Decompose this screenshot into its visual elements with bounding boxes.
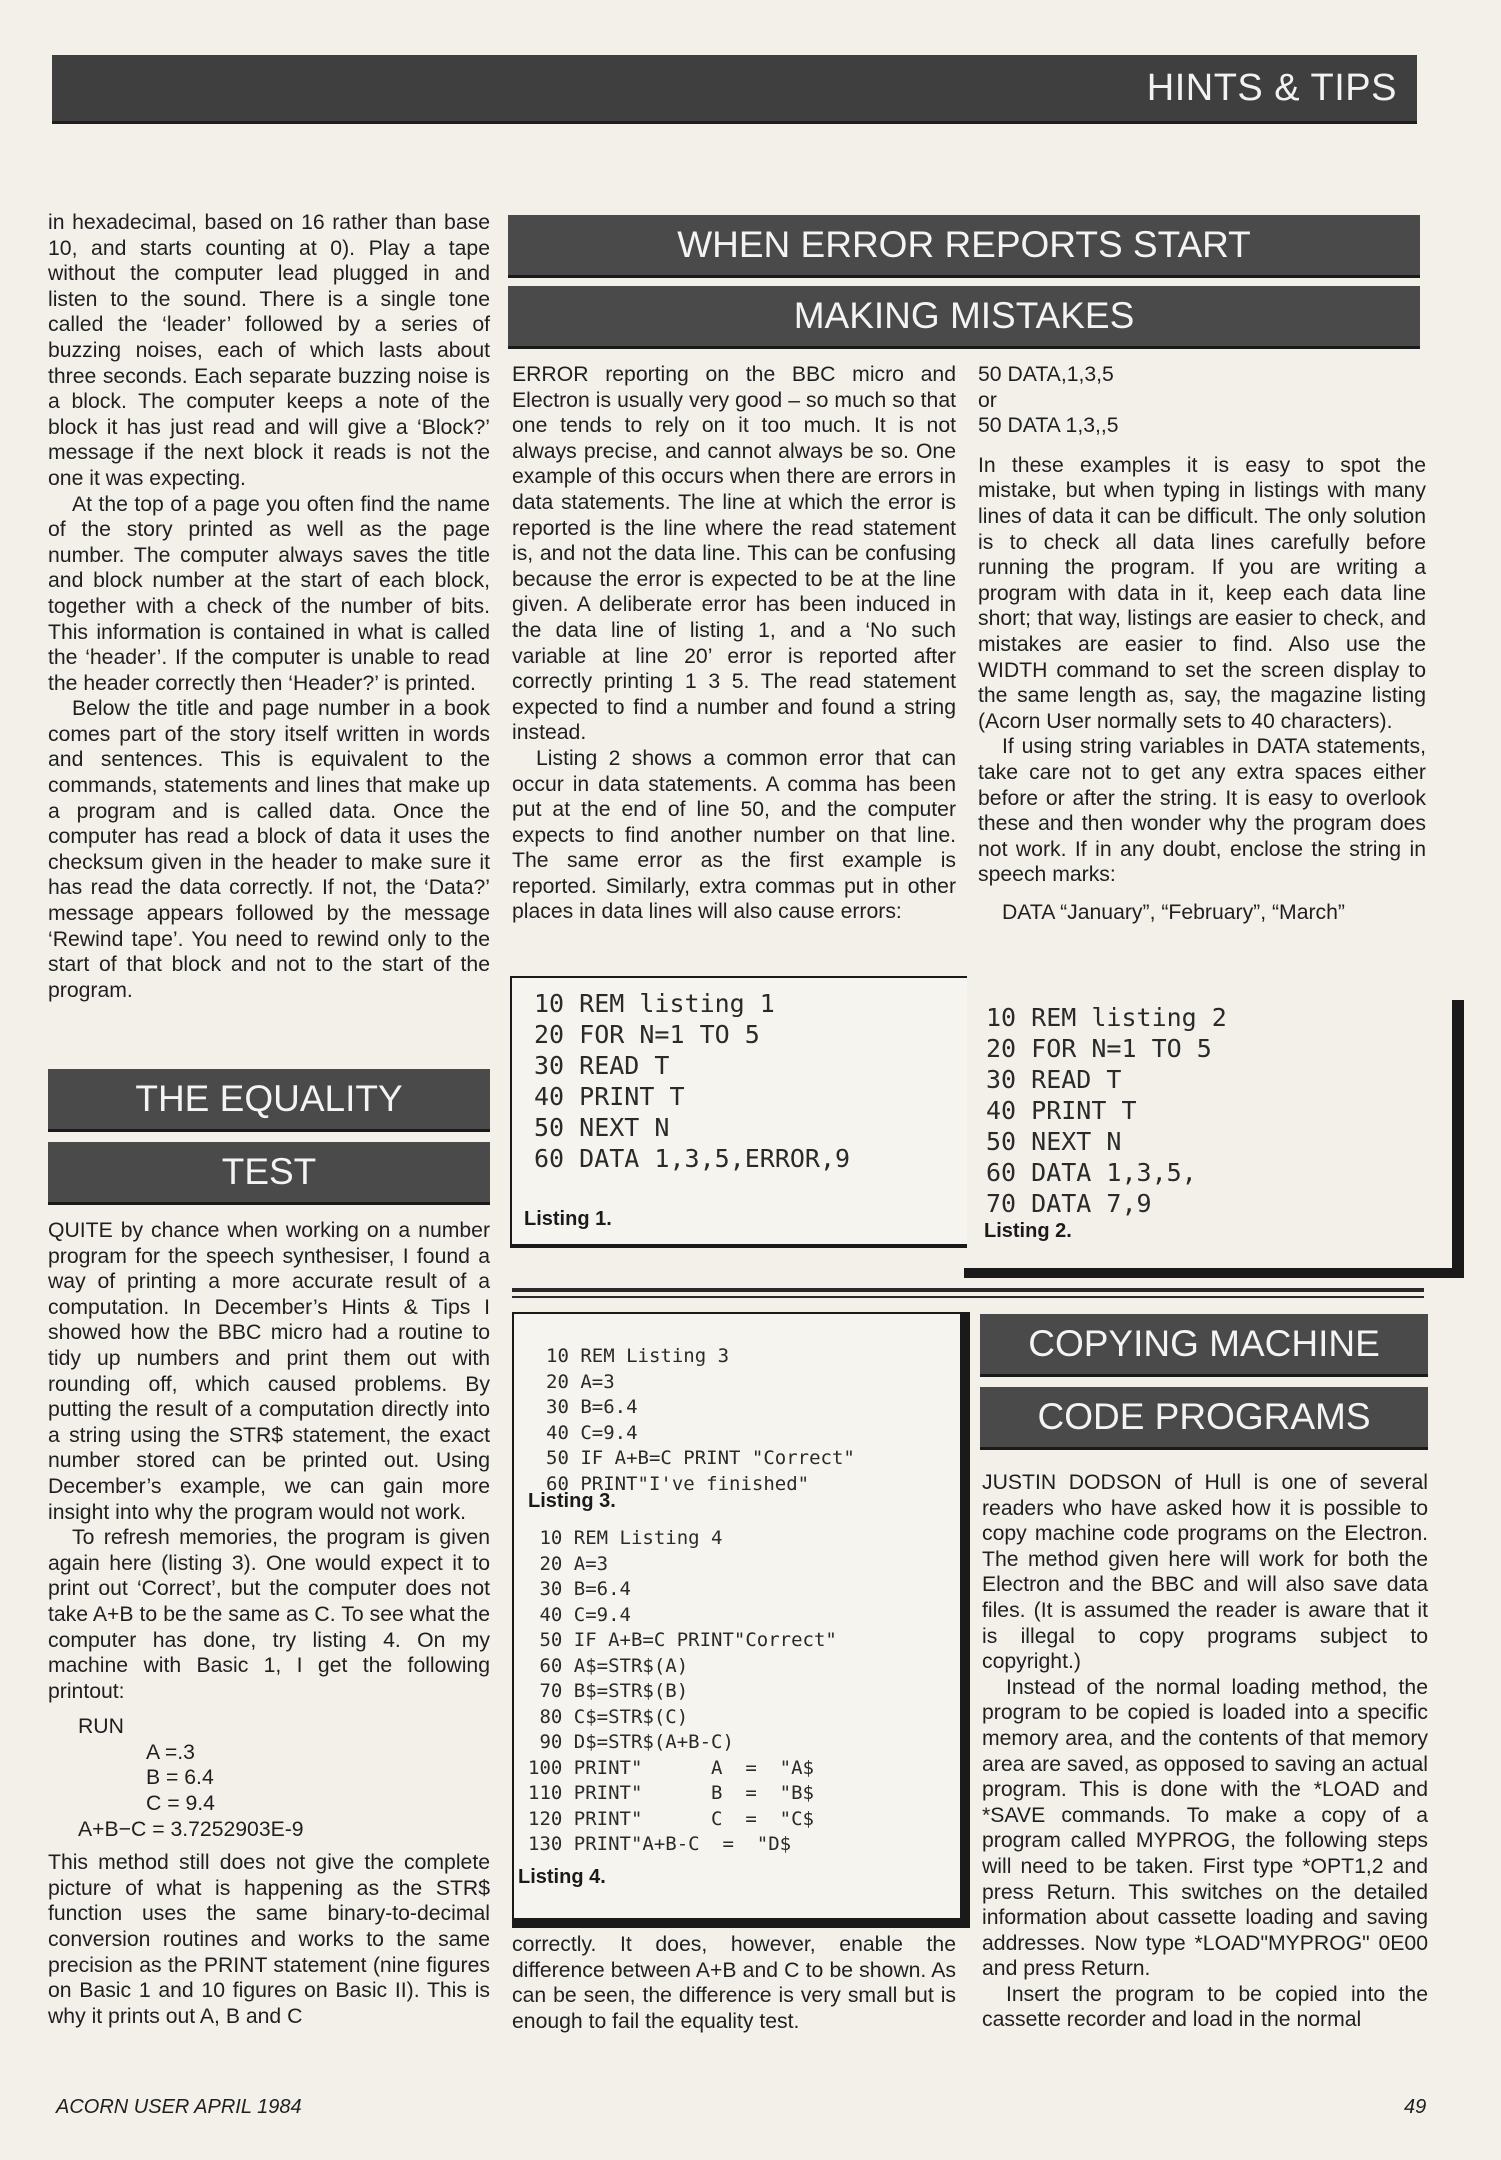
heading-equality-line2: TEST bbox=[48, 1142, 490, 1205]
paragraph: QUITE by chance when working on a number program for the speech synthesiser, I found a way of printing a more accurate result of a computation. In December’s Hints & Tips I showed how the BBC micro had a routine to tidy up numbers and print them out with rounding off, which caused problems. By putting the result of a computation directly into a string using the STR$ statement, the exact number stored can be printed out. Using December’s example, we can gain more insight into why the program would not work. bbox=[48, 1219, 490, 1524]
code-line: 50 IF A+B=C PRINT "Correct" bbox=[546, 1447, 855, 1469]
code-line: 10 REM listing 1 bbox=[534, 989, 775, 1018]
code-line: 50 NEXT N bbox=[534, 1113, 670, 1142]
code-line: 50 IF A+B=C PRINT"Correct" bbox=[528, 1629, 837, 1651]
listing-3-4-box bbox=[512, 1312, 970, 1928]
divider-rule bbox=[512, 1288, 1424, 1292]
run-line: A+B−C = 3.7252903E-9 bbox=[78, 1817, 304, 1841]
paragraph: Insert the program to be copied into the cassette recorder and load in the normal bbox=[982, 1982, 1428, 2032]
column-right-bottom bbox=[982, 1470, 1428, 2033]
code-line: 80 C$=STR$(C) bbox=[528, 1705, 689, 1728]
paragraph: If using string variables in DATA statements, take care not to get any extra spaces either before or after the string. It is easy to overlook these and then wonder why the program does not work. If in any doubt, enclose the string in speech marks: bbox=[978, 735, 1426, 887]
code-line: 120 PRINT" C = "C$ bbox=[528, 1807, 814, 1830]
code-line: 10 REM Listing 4 bbox=[528, 1527, 723, 1549]
code-line: 30 B=6.4 bbox=[528, 1578, 631, 1600]
code-line: 20 FOR N=1 TO 5 bbox=[534, 1020, 760, 1049]
paragraph: Below the title and page number in a book comes part of the story itself written in words and sentences. This is equivalent to the commands, statements and lines that make up a program and is called data. Once the computer has read a block of data it uses the checksum given in the header to make sure it has read the data correctly. If not, the ‘Data?’ message appears followed by the message ‘Rewind tape’. You need to rewind only to the start of that block and not to the start of the program. bbox=[48, 697, 490, 1002]
paragraph: In these examples it is easy to spot the mistake, but when typing in listings with many lines of data it can be difficult. The only solution is to check all data lines carefully before running the program. If you are writing a program with data in it, keep each data line short; that way, listings are easier to check, and mistakes are easier to find. Also use the WIDTH command to set the screen display to the same length as, say, the magazine listing (Acorn User normally sets to 40 characters). bbox=[978, 453, 1426, 733]
column-left-top bbox=[48, 210, 490, 1003]
code-line: 50 NEXT N bbox=[986, 1127, 1122, 1156]
column-left-bottom bbox=[48, 1218, 490, 2029]
paragraph: JUSTIN DODSON of Hull is one of several readers who have asked how it is possible to copy machine code programs on the Electron. The method given here will work for both the Electron and the BBC and will also save data files. (It is assumed the reader is aware that it is illegal to copy programs subject to copyright.) bbox=[982, 1471, 1428, 1674]
code-line: 40 C=9.4 bbox=[546, 1421, 638, 1444]
paragraph: Instead of the normal loading method, the program to be copied is loaded into a specific memory area, and the contents of that memory area are saved, as opposed to saving an actual program. This is done with the *LOAD and *SAVE commands. To make a copy of a program called MYPROG, the following steps will need to be taken. First type *OPT1,2 and press Return. This switches on the detailed information about cassette loading and saving addresses. Now type *LOAD"MYPROG" 0E00 and press Return. bbox=[982, 1675, 1428, 1981]
heading-error-line1: WHEN ERROR REPORTS START bbox=[508, 215, 1420, 278]
code-line: 60 DATA 1,3,5, bbox=[986, 1158, 1197, 1187]
footer-publication: ACORN USER APRIL 1984 bbox=[56, 2096, 302, 2118]
listing-4-code bbox=[528, 1526, 837, 1858]
listing-1-box bbox=[510, 976, 967, 1248]
code-line: 20 A=3 bbox=[528, 1552, 609, 1575]
column-right-top bbox=[978, 362, 1426, 925]
section-banner bbox=[52, 55, 1417, 124]
run-line: A =.3 bbox=[146, 1740, 195, 1764]
footer-page-number: 49 bbox=[1404, 2096, 1427, 2118]
listing-2-box bbox=[964, 1000, 1464, 1278]
code-line: 40 C=9.4 bbox=[528, 1603, 631, 1626]
run-line: B = 6.4 bbox=[146, 1766, 214, 1790]
example-line: 50 DATA,1,3,5 bbox=[978, 363, 1114, 386]
code-line: 10 REM Listing 3 bbox=[546, 1345, 730, 1367]
heading-equality-line1: THE EQUALITY bbox=[48, 1069, 490, 1132]
code-line: 130 PRINT"A+B-C = "D$ bbox=[528, 1833, 792, 1855]
listing-2-caption: Listing 2. bbox=[984, 1220, 1072, 1242]
column-middle-bottom bbox=[512, 1932, 956, 2034]
column-middle-top bbox=[512, 362, 956, 925]
run-line: C = 9.4 bbox=[146, 1792, 215, 1816]
code-line: 70 DATA 7,9 bbox=[986, 1189, 1152, 1218]
code-line: 60 PRINT"I've finished" bbox=[546, 1472, 810, 1495]
listing-1-caption: Listing 1. bbox=[524, 1208, 612, 1230]
paragraph: This method still does not give the complete picture of what is happening as the STR$ function uses the same binary-to-decimal conversion routines and works to the same precision as the PRINT statement (nine figures on Basic 1 and 10 figures on Basic II). This is why it prints out A, B and C bbox=[48, 1851, 490, 2028]
code-line: 40 PRINT T bbox=[986, 1096, 1137, 1125]
heading-error-line2: MAKING MISTAKES bbox=[508, 286, 1420, 349]
code-line: 100 PRINT" A = "A$ bbox=[528, 1756, 814, 1779]
run-output bbox=[48, 1714, 490, 1842]
code-line: 20 FOR N=1 TO 5 bbox=[986, 1034, 1212, 1063]
code-line: 10 REM listing 2 bbox=[986, 1003, 1227, 1032]
code-line: 110 PRINT" B = "B$ bbox=[528, 1782, 814, 1804]
listing-2-code bbox=[986, 1002, 1227, 1219]
code-line: 20 A=3 bbox=[546, 1370, 615, 1393]
code-line: 30 B=6.4 bbox=[546, 1396, 638, 1418]
example-line: or bbox=[978, 388, 997, 412]
paragraph: At the top of a page you often find the name of the story printed as well as the page number. The computer always saves the title and block number at the start of each block, together with a check of the number of bits. This information is contained in what is called the ‘header’. If the computer is unable to read the header correctly then ‘Header?’ is printed. bbox=[48, 492, 490, 695]
run-line: RUN bbox=[78, 1715, 124, 1739]
heading-copying-line2: CODE PROGRAMS bbox=[980, 1387, 1428, 1450]
listing-1-code bbox=[534, 988, 850, 1174]
divider-rule bbox=[512, 1296, 1424, 1298]
heading-copying-line1: COPYING MACHINE bbox=[980, 1314, 1428, 1377]
paragraph: in hexadecimal, based on 16 rather than base 10, and starts counting at 0). Play a tape without the computer lead plugged in and listen to the sound. There is a single tone called the ‘leader’ followed by a series of buzzing noises, each of which lasts about three seconds. Each separate buzzing noise is a block. The computer keeps a note of the block it has just read and will give a ‘Block?’ message if the next block it reads is not the one it was expecting. bbox=[48, 211, 490, 490]
example-line: 50 DATA 1,3,,5 bbox=[978, 414, 1119, 438]
listing-3-code bbox=[546, 1344, 855, 1497]
section-title: HINTS & TIPS bbox=[1146, 67, 1397, 109]
code-line: 40 PRINT T bbox=[534, 1082, 685, 1111]
code-line: 60 DATA 1,3,5,ERROR,9 bbox=[534, 1144, 851, 1173]
example-line: DATA “January”, “February”, “March” bbox=[1002, 900, 1345, 924]
code-line: 90 D$=STR$(A+B-C) bbox=[528, 1731, 734, 1753]
paragraph: Listing 2 shows a common error that can occur in data statements. A comma has been put at the end of line 50, and the computer expects to find another number on that line. The same error as the first example is reported. Similarly, extra commas put in other places in data lines will also cause errors: bbox=[512, 746, 956, 924]
paragraph: ERROR reporting on the BBC micro and Electron is usually very good – so much so that one tends to rely on it too much. It is not always precise, and cannot always be so. One example of this occurs when there are errors in data statements. The line at which the error is reported is the line where the read statement is, and not the data line. This can be confusing because the error is expected to be at the line given. A deliberate error has been induced in the data line of listing 1, and a ‘No such variable at line 20’ error is reported after correctly printing 1 3 5. The read statement expected to find a number and found a string instead. bbox=[512, 363, 956, 745]
code-line: 30 READ T bbox=[534, 1051, 670, 1080]
paragraph: To refresh memories, the program is given again here (listing 3). One would expect it to print out ‘Correct’, but the computer does not take A+B to be the same as C. To see what the computer has done, try listing 4. On my machine with Basic 1, I get the following printout: bbox=[48, 1526, 490, 1703]
code-line: 70 B$=STR$(B) bbox=[528, 1680, 689, 1702]
code-line: 60 A$=STR$(A) bbox=[528, 1654, 689, 1677]
listing-4-caption: Listing 4. bbox=[518, 1866, 606, 1888]
code-line: 30 READ T bbox=[986, 1065, 1122, 1094]
paragraph: correctly. It does, however, enable the difference between A+B and C to be shown. As can be seen, the difference is very small but is enough to fail the equality test. bbox=[512, 1933, 956, 2033]
listing-3-caption: Listing 3. bbox=[528, 1490, 616, 1512]
